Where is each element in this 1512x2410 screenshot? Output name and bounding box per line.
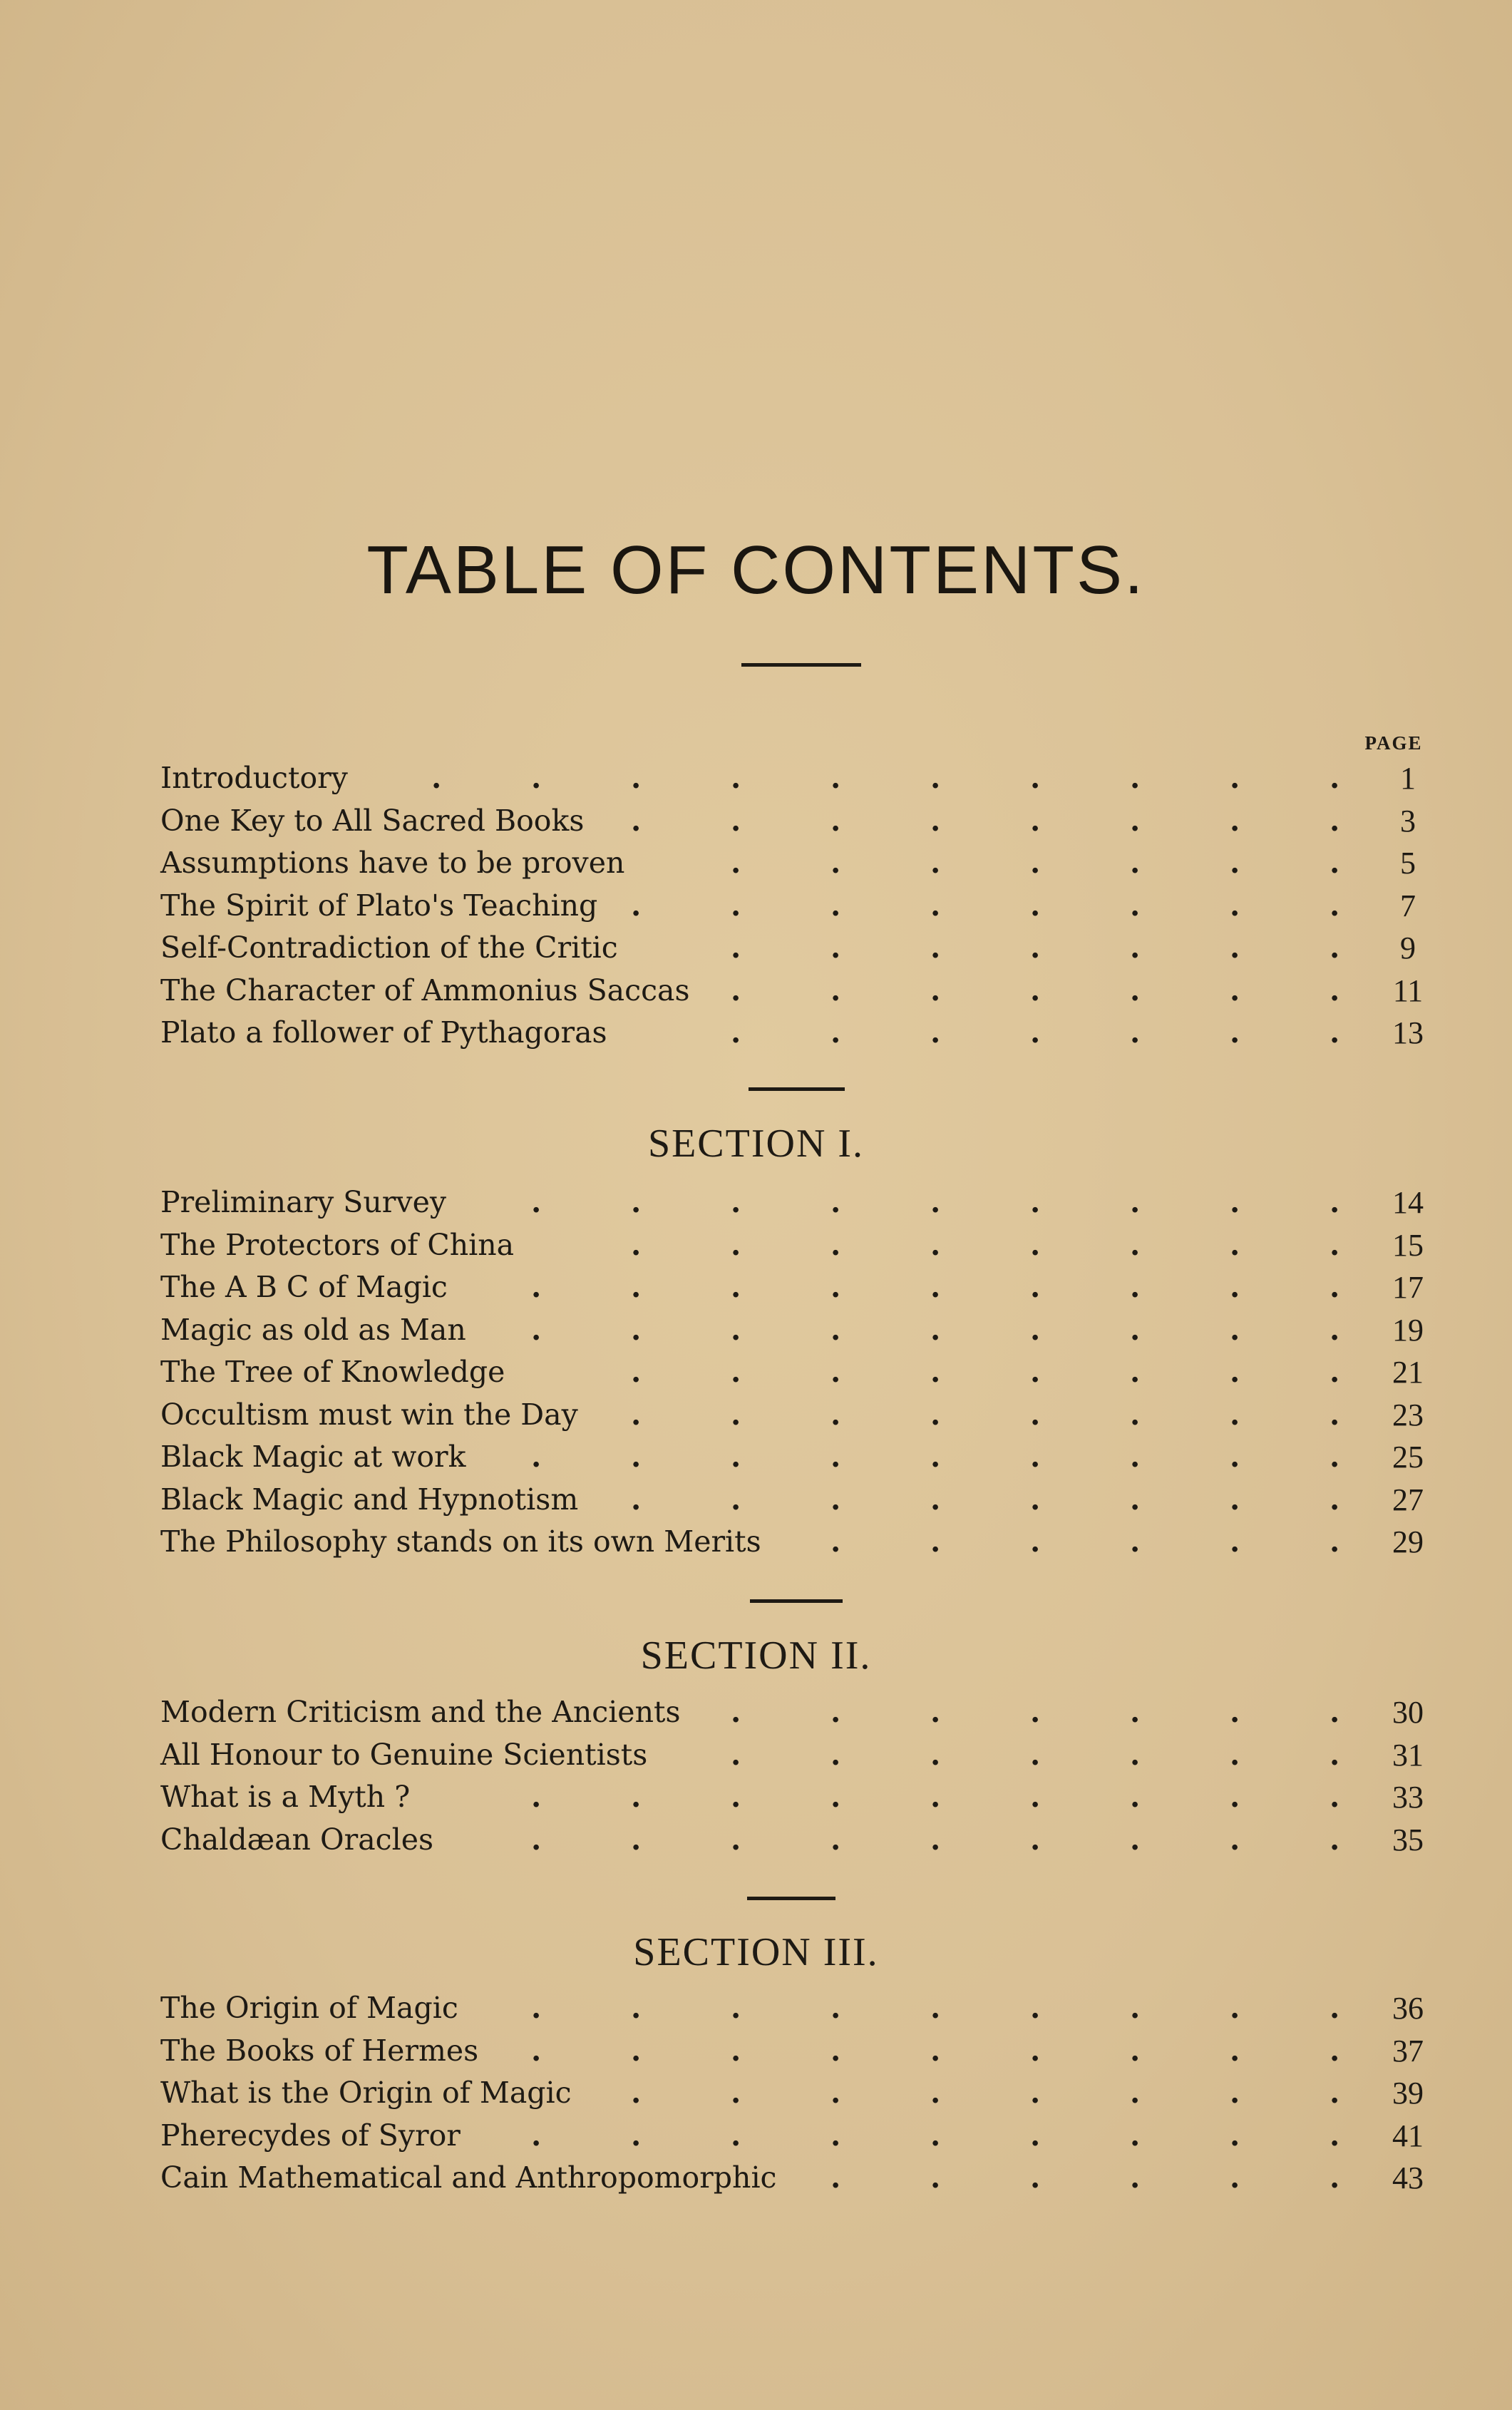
leader-dot: .	[1230, 1822, 1240, 1857]
entry-page: 1	[1400, 761, 1416, 796]
entry-title: The Tree of Knowledge	[160, 1355, 505, 1389]
leader-dot: .	[1130, 1737, 1141, 1772]
entry-title: Assumptions have to be proven	[160, 846, 625, 880]
leader-dot: .	[930, 1015, 941, 1050]
leader-dot: .	[1030, 2076, 1041, 2110]
entry-title: Chaldæan Oracles	[160, 1822, 434, 1857]
leader-dot: .	[930, 1227, 941, 1262]
leader-dot: .	[930, 1397, 941, 1432]
entry-title: Magic as old as Man	[160, 1312, 466, 1347]
leader-dot: .	[1130, 1397, 1141, 1432]
leader-dot: .	[1130, 973, 1141, 1007]
leader-dot: .	[731, 1482, 741, 1517]
toc-entry	[160, 885, 1436, 928]
leader-dot: .	[731, 1015, 741, 1050]
toc-entry	[160, 1394, 1436, 1437]
leader-dot: .	[1230, 1397, 1240, 1432]
leader-dot: .	[1130, 1227, 1141, 1262]
leader-dot: .	[631, 761, 642, 795]
entry-page: 30	[1392, 1695, 1424, 1730]
leader-dot: .	[830, 1185, 841, 1219]
toc-entry	[160, 2157, 1436, 2200]
entry-page: 27	[1392, 1482, 1424, 1517]
toc-group-section-3	[160, 1987, 1436, 2200]
leader-dot: .	[1330, 1822, 1340, 1857]
leader-dot: .	[731, 1355, 741, 1389]
entry-page: 31	[1392, 1737, 1424, 1773]
leader-dot: .	[1230, 1355, 1240, 1389]
leader-dot: .	[731, 888, 741, 923]
leader-dot: .	[1230, 2076, 1240, 2110]
leader-dot: .	[1030, 1524, 1041, 1559]
leader-dot: .	[830, 846, 841, 880]
entry-page: 41	[1392, 2118, 1424, 2153]
leader-dot: .	[1230, 1185, 1240, 1219]
leader-dot: .	[531, 1822, 542, 1857]
leader-dot: .	[1030, 1397, 1041, 1432]
leader-dot: .	[731, 1397, 741, 1432]
page-title: TABLE OF CONTENTS.	[366, 532, 1146, 608]
leader-dot: .	[731, 1185, 741, 1219]
entry-title: Self-Contradiction of the Critic	[160, 930, 618, 965]
entry-title: Preliminary Survey	[160, 1185, 446, 1219]
entry-title: One Key to All Sacred Books	[160, 803, 585, 838]
leader-dot: .	[830, 761, 841, 795]
section-heading: SECTION II.	[640, 1634, 872, 1678]
entry-title: Black Magic at work	[160, 1440, 466, 1474]
leader-dot: .	[830, 930, 841, 965]
leader-dot: .	[1330, 1015, 1340, 1050]
entry-page: 29	[1392, 1524, 1424, 1559]
leader-dot: .	[631, 1185, 642, 1219]
leader-dot: .	[731, 1991, 741, 2025]
leader-dot: .	[930, 2118, 941, 2153]
leader-dot: .	[930, 1312, 941, 1347]
entry-page: 11	[1392, 973, 1424, 1008]
leader-dot: .	[1230, 1482, 1240, 1517]
leader-dot: .	[631, 2076, 642, 2110]
leader-dot: .	[930, 1991, 941, 2025]
toc-entry	[160, 1521, 1436, 1564]
leader-dot: .	[1030, 1015, 1041, 1050]
leader-dot: .	[631, 1355, 642, 1389]
entry-page: 3	[1400, 803, 1416, 839]
leader-dot: .	[930, 1695, 941, 1729]
leader-dot: .	[1230, 1270, 1240, 1304]
entry-title: The Character of Ammonius Saccas	[160, 973, 690, 1007]
leader-dot: .	[830, 1355, 841, 1389]
leader-dot: .	[830, 1482, 841, 1517]
leader-dot: .	[1130, 2076, 1141, 2110]
leader-dot: .	[1230, 1015, 1240, 1050]
entry-page: 9	[1400, 930, 1416, 965]
leader-dot: .	[1030, 1312, 1041, 1347]
leader-dot: .	[930, 1482, 941, 1517]
leader-dot: .	[631, 1227, 642, 1262]
toc-entry	[160, 2115, 1436, 2158]
leader-dot: .	[1330, 1440, 1340, 1474]
leader-dot: .	[930, 888, 941, 923]
leader-dot: .	[1230, 1695, 1240, 1729]
leader-dot: .	[1130, 1780, 1141, 1814]
leader-dot: .	[631, 1482, 642, 1517]
leader-dot: .	[1230, 1780, 1240, 1814]
entry-title: The Protectors of China	[160, 1227, 515, 1262]
leader-dot: .	[1330, 1991, 1340, 2025]
title-rule	[741, 663, 861, 667]
toc-entry	[160, 2030, 1436, 2073]
leader-dot: .	[731, 1695, 741, 1729]
leader-dot: .	[631, 1822, 642, 1857]
toc-entry	[160, 1351, 1436, 1394]
toc-entry	[160, 1181, 1436, 1224]
leader-dot: .	[830, 1397, 841, 1432]
leader-dot: .	[930, 1737, 941, 1772]
leader-dot: .	[1330, 846, 1340, 880]
entry-title: What is a Myth ?	[160, 1780, 411, 1814]
leader-dot: .	[1330, 1780, 1340, 1814]
leader-dot: .	[1030, 803, 1041, 838]
leader-dot: .	[1230, 2160, 1240, 2195]
leader-dot: .	[731, 846, 741, 880]
leader-dot: .	[1330, 1355, 1340, 1389]
leader-dot: .	[631, 888, 642, 923]
leader-dot: .	[1130, 846, 1141, 880]
section-rule	[750, 1599, 843, 1603]
leader-dot: .	[731, 973, 741, 1007]
entry-title: The Philosophy stands on its own Merits	[160, 1524, 761, 1559]
entry-title: The A B C of Magic	[160, 1270, 448, 1304]
leader-dot: .	[731, 761, 741, 795]
leader-dot: .	[631, 1440, 642, 1474]
entry-page: 25	[1392, 1440, 1424, 1475]
entry-page: 19	[1392, 1312, 1424, 1348]
leader-dot: .	[1030, 1355, 1041, 1389]
entry-title: Cain Mathematical and Anthropomorphic	[160, 2160, 777, 2195]
leader-dot: .	[1330, 930, 1340, 965]
leader-dot: .	[930, 1440, 941, 1474]
leader-dot: .	[1230, 2033, 1240, 2068]
toc-entry	[160, 970, 1436, 1012]
toc-entry	[160, 757, 1436, 800]
leader-dot: .	[930, 2076, 941, 2110]
entry-page: 17	[1392, 1270, 1424, 1305]
leader-dot: .	[1030, 1440, 1041, 1474]
leader-dot: .	[731, 1312, 741, 1347]
leader-dot: .	[1030, 1737, 1041, 1772]
section-heading: SECTION III.	[633, 1930, 879, 1974]
leader-dot: .	[1130, 1695, 1141, 1729]
entry-title: What is the Origin of Magic	[160, 2076, 572, 2110]
leader-dot: .	[1230, 803, 1240, 838]
entry-page: 21	[1392, 1355, 1424, 1390]
toc-entry	[160, 1691, 1436, 1734]
leader-dot: .	[830, 2076, 841, 2110]
leader-dot: .	[830, 1270, 841, 1304]
entry-page: 35	[1392, 1822, 1424, 1857]
leader-dot: .	[1330, 2160, 1340, 2195]
leader-dot: .	[631, 2118, 642, 2153]
toc-entry	[160, 800, 1436, 843]
toc-group-section-1	[160, 1181, 1436, 1564]
leader-dot: .	[1230, 761, 1240, 795]
leader-dot: .	[1130, 930, 1141, 965]
leader-dot: .	[930, 1524, 941, 1559]
leader-dot: .	[1030, 2160, 1041, 2195]
leader-dot: .	[1230, 888, 1240, 923]
leader-dot: .	[830, 973, 841, 1007]
leader-dot: .	[830, 1695, 841, 1729]
page-column-label: PAGE	[1364, 732, 1423, 754]
leader-dot: .	[631, 1270, 642, 1304]
leader-dot: .	[631, 1780, 642, 1814]
leader-dot: .	[1230, 1227, 1240, 1262]
leader-dot: .	[1130, 1270, 1141, 1304]
toc-entry	[160, 1479, 1436, 1522]
leader-dot: .	[930, 930, 941, 965]
leader-dot: .	[1130, 803, 1141, 838]
leader-dot: .	[1230, 1991, 1240, 2025]
leader-dot: .	[1330, 1397, 1340, 1432]
leader-dot: .	[531, 1991, 542, 2025]
leader-dot: .	[531, 1270, 542, 1304]
toc-entry	[160, 1224, 1436, 1267]
entry-title: Occultism must win the Day	[160, 1397, 578, 1432]
entry-page: 33	[1392, 1780, 1424, 1815]
entry-title: The Books of Hermes	[160, 2033, 479, 2068]
entry-title: The Spirit of Plato's Teaching	[160, 888, 598, 923]
leader-dot: .	[930, 1780, 941, 1814]
leader-dot: .	[631, 2033, 642, 2068]
leader-dot: .	[830, 2160, 841, 2195]
leader-dot: .	[1130, 1822, 1141, 1857]
entry-page: 7	[1400, 888, 1416, 923]
entry-page: 23	[1392, 1397, 1424, 1432]
leader-dot: .	[930, 1185, 941, 1219]
leader-dot: .	[1030, 846, 1041, 880]
leader-dot: .	[1330, 761, 1340, 795]
leader-dot: .	[1130, 1524, 1141, 1559]
leader-dot: .	[830, 1312, 841, 1347]
leader-dot: .	[1030, 1780, 1041, 1814]
leader-dot: .	[1130, 1185, 1141, 1219]
entry-page: 5	[1400, 846, 1416, 881]
leader-dot: .	[930, 1355, 941, 1389]
leader-dot: .	[1230, 973, 1240, 1007]
leader-dot: .	[1030, 1227, 1041, 1262]
leader-dot: .	[1130, 1440, 1141, 1474]
leader-dot: .	[1030, 888, 1041, 923]
leader-dot: .	[1230, 1312, 1240, 1347]
toc-group-section-2	[160, 1691, 1436, 1861]
leader-dot: .	[1330, 1185, 1340, 1219]
toc-entry	[160, 1819, 1436, 1862]
leader-dot: .	[930, 973, 941, 1007]
leader-dot: .	[930, 803, 941, 838]
entry-title: Black Magic and Hypnotism	[160, 1482, 579, 1517]
leader-dot: .	[1030, 2118, 1041, 2153]
leader-dot: .	[830, 1822, 841, 1857]
entry-title: Pherecydes of Syror	[160, 2118, 461, 2153]
leader-dot: .	[731, 2076, 741, 2110]
entry-title: Introductory	[160, 761, 348, 795]
leader-dot: .	[731, 2118, 741, 2153]
leader-dot: .	[830, 2033, 841, 2068]
leader-dot: .	[1230, 2118, 1240, 2153]
leader-dot: .	[1330, 973, 1340, 1007]
leader-dot: .	[930, 846, 941, 880]
leader-dot: .	[1330, 2076, 1340, 2110]
toc-group-intro	[160, 757, 1436, 1055]
leader-dot: .	[631, 1397, 642, 1432]
section-heading: SECTION I.	[647, 1122, 865, 1166]
leader-dot: .	[1130, 1312, 1141, 1347]
leader-dot: .	[531, 1440, 542, 1474]
leader-dot: .	[531, 1312, 542, 1347]
leader-dot: .	[1130, 2160, 1141, 2195]
leader-dot: .	[830, 2118, 841, 2153]
toc-entry	[160, 1012, 1436, 1055]
leader-dot: .	[830, 1015, 841, 1050]
leader-dot: .	[631, 1312, 642, 1347]
section-rule	[749, 1087, 845, 1091]
leader-dot: .	[1330, 1227, 1340, 1262]
leader-dot: .	[1330, 2033, 1340, 2068]
leader-dot: .	[1230, 1440, 1240, 1474]
leader-dot: .	[531, 1185, 542, 1219]
entry-title: The Origin of Magic	[160, 1991, 458, 2025]
leader-dot: .	[1130, 2118, 1141, 2153]
leader-dot: .	[1130, 2033, 1141, 2068]
leader-dot: .	[830, 803, 841, 838]
entry-page: 14	[1392, 1185, 1424, 1220]
toc-entry	[160, 2072, 1436, 2115]
leader-dot: .	[830, 888, 841, 923]
leader-dot: .	[1030, 973, 1041, 1007]
leader-dot: .	[731, 1227, 741, 1262]
leader-dot: .	[1130, 1482, 1141, 1517]
leader-dot: .	[531, 1780, 542, 1814]
entry-page: 39	[1392, 2076, 1424, 2111]
leader-dot: .	[1330, 2118, 1340, 2153]
entry-title: All Honour to Genuine Scientists	[160, 1737, 648, 1772]
leader-dot: .	[631, 1991, 642, 2025]
toc-entry	[160, 1734, 1436, 1777]
leader-dot: .	[930, 1822, 941, 1857]
entry-page: 36	[1392, 1991, 1424, 2026]
leader-dot: .	[830, 1227, 841, 1262]
leader-dot: .	[930, 1270, 941, 1304]
leader-dot: .	[431, 761, 442, 795]
leader-dot: .	[1330, 1312, 1340, 1347]
leader-dot: .	[731, 803, 741, 838]
toc-entry	[160, 1266, 1436, 1309]
leader-dot: .	[1030, 1270, 1041, 1304]
leader-dot: .	[731, 1737, 741, 1772]
leader-dot: .	[830, 1737, 841, 1772]
leader-dot: .	[930, 2033, 941, 2068]
leader-dot: .	[531, 2033, 542, 2068]
leader-dot: .	[1330, 1524, 1340, 1559]
leader-dot: .	[1030, 1695, 1041, 1729]
leader-dot: .	[930, 761, 941, 795]
leader-dot: .	[1330, 888, 1340, 923]
leader-dot: .	[1330, 803, 1340, 838]
leader-dot: .	[731, 1780, 741, 1814]
toc-entry	[160, 842, 1436, 885]
leader-dot: .	[1030, 1185, 1041, 1219]
leader-dot: .	[631, 803, 642, 838]
toc-entry	[160, 1309, 1436, 1352]
leader-dot: .	[1130, 888, 1141, 923]
leader-dot: .	[1230, 930, 1240, 965]
section-rule	[747, 1897, 835, 1900]
entry-page: 43	[1392, 2160, 1424, 2195]
leader-dot: .	[731, 1822, 741, 1857]
leader-dot: .	[830, 1780, 841, 1814]
toc-entry	[160, 1987, 1436, 2030]
leader-dot: .	[1030, 930, 1041, 965]
leader-dot: .	[1330, 1270, 1340, 1304]
leader-dot: .	[1330, 1737, 1340, 1772]
leader-dot: .	[1230, 1524, 1240, 1559]
leader-dot: .	[1130, 1015, 1141, 1050]
leader-dot: .	[1030, 1482, 1041, 1517]
entry-page: 37	[1392, 2033, 1424, 2068]
leader-dot: .	[830, 1991, 841, 2025]
leader-dot: .	[1230, 1737, 1240, 1772]
leader-dot: .	[1330, 1482, 1340, 1517]
leader-dot: .	[1030, 761, 1041, 795]
leader-dot: .	[731, 1440, 741, 1474]
leader-dot: .	[1130, 761, 1141, 795]
toc-entry	[160, 1436, 1436, 1479]
leader-dot: .	[830, 1524, 841, 1559]
toc-entry	[160, 1776, 1436, 1819]
leader-dot: .	[1230, 846, 1240, 880]
entry-page: 15	[1392, 1227, 1424, 1263]
leader-dot: .	[1130, 1991, 1141, 2025]
leader-dot: .	[930, 2160, 941, 2195]
leader-dot: .	[830, 1440, 841, 1474]
leader-dot: .	[531, 761, 542, 795]
leader-dot: .	[1030, 2033, 1041, 2068]
entry-title: Modern Criticism and the Ancients	[160, 1695, 681, 1729]
leader-dot: .	[1130, 1355, 1141, 1389]
leader-dot: .	[731, 1270, 741, 1304]
leader-dot: .	[1030, 1822, 1041, 1857]
leader-dot: .	[531, 2118, 542, 2153]
leader-dot: .	[1030, 1991, 1041, 2025]
toc-entry	[160, 927, 1436, 970]
leader-dot: .	[731, 930, 741, 965]
leader-dot: .	[1330, 1695, 1340, 1729]
entry-page: 13	[1392, 1015, 1424, 1050]
entry-title: Plato a follower of Pythagoras	[160, 1015, 607, 1050]
leader-dot: .	[731, 2033, 741, 2068]
